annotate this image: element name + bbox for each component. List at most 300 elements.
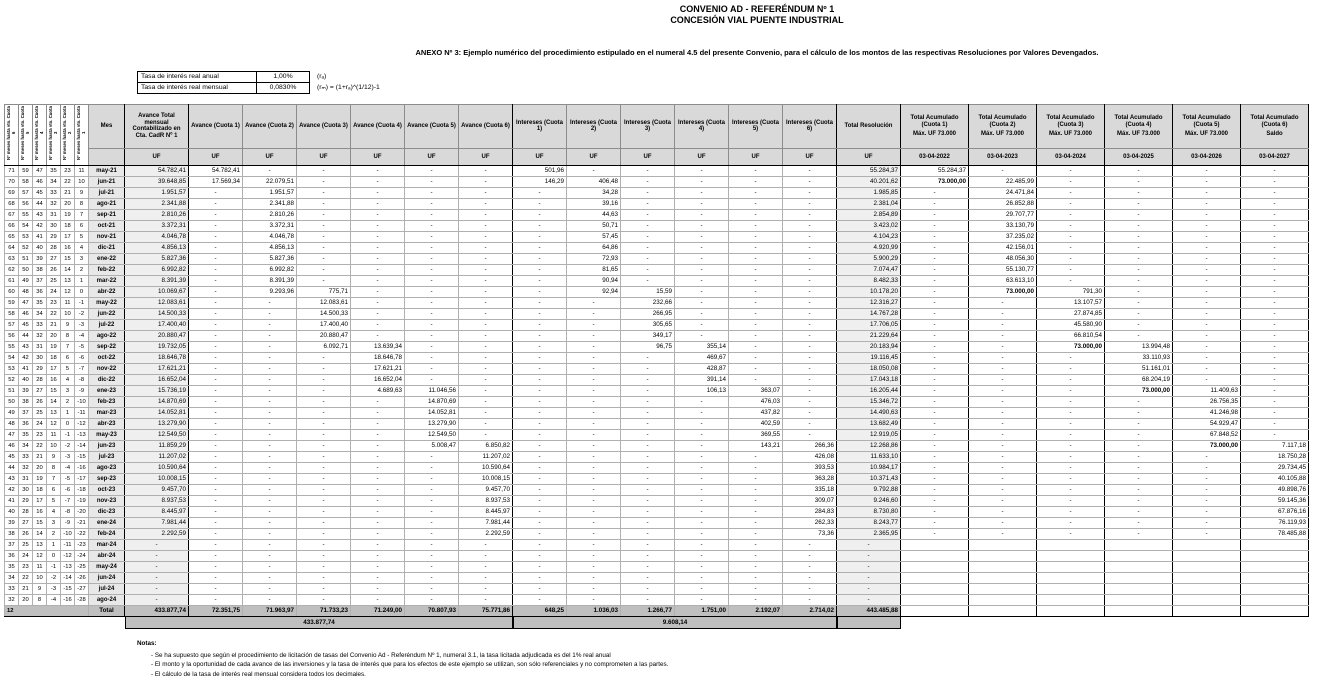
- value-cell: -: [243, 572, 297, 583]
- value-cell: -: [1105, 176, 1173, 187]
- value-cell: -: [621, 539, 675, 550]
- months-to-due-cell: 38: [33, 264, 47, 275]
- value-cell: -: [621, 209, 675, 220]
- value-cell: -: [405, 341, 459, 352]
- months-to-due-cell: 47: [19, 297, 33, 308]
- value-cell: 15,59: [621, 286, 675, 297]
- value-cell: -: [621, 550, 675, 561]
- value-cell: -: [351, 550, 405, 561]
- months-to-due-cell: 20: [19, 594, 33, 605]
- months-to-due-cell: -1: [61, 429, 75, 440]
- total-value-cell: 75.771,86: [459, 605, 513, 616]
- value-cell: 59.145,36: [1241, 495, 1309, 506]
- value-cell: -: [621, 572, 675, 583]
- value-cell: -: [351, 583, 405, 594]
- months-to-due-cell: 41: [33, 231, 47, 242]
- value-cell: [1105, 583, 1173, 594]
- value-cell: -: [459, 374, 513, 385]
- value-cell: -: [783, 231, 837, 242]
- value-cell: -: [901, 407, 969, 418]
- value-cell: -: [621, 385, 675, 396]
- months-to-due-cell: -10: [61, 528, 75, 539]
- value-cell: -: [405, 539, 459, 550]
- value-cell: -: [901, 374, 969, 385]
- months-to-due-cell: 42: [19, 352, 33, 363]
- value-cell: -: [675, 165, 729, 176]
- months-to-due-cell: 20: [61, 198, 75, 209]
- value-cell: [1241, 550, 1309, 561]
- value-cell: -: [351, 264, 405, 275]
- value-cell: -: [243, 451, 297, 462]
- months-to-due-cell: 32: [47, 198, 61, 209]
- months-to-due-cell: 33: [5, 583, 19, 594]
- value-cell: -: [1105, 264, 1173, 275]
- value-cell: 10.069,67: [125, 286, 189, 297]
- value-cell: -: [1037, 440, 1105, 451]
- value-cell: -: [513, 363, 567, 374]
- value-cell: 8.937,53: [125, 495, 189, 506]
- value-cell: 2.854,89: [837, 209, 901, 220]
- value-cell: -: [621, 396, 675, 407]
- value-cell: -: [243, 429, 297, 440]
- months-to-due-cell: 27: [33, 385, 47, 396]
- total-value-cell: 1.036,03: [567, 605, 621, 616]
- value-cell: 369,55: [729, 429, 783, 440]
- col-header-acumulado-6: Total Acumulado (Cuota 6) Saldo: [1241, 104, 1309, 148]
- value-cell: -: [675, 286, 729, 297]
- months-to-due-cell: 21: [47, 319, 61, 330]
- value-cell: [969, 572, 1037, 583]
- months-to-due-cell: 40: [19, 374, 33, 385]
- value-cell: -: [405, 583, 459, 594]
- months-to-due-cell: -18: [75, 484, 89, 495]
- value-cell: -: [1241, 319, 1309, 330]
- months-to-due-cell: 17: [47, 363, 61, 374]
- value-cell: -: [783, 594, 837, 605]
- value-cell: 17.400,40: [297, 319, 351, 330]
- mes-cell: abr-22: [89, 286, 125, 297]
- months-to-due-cell: 55: [19, 209, 33, 220]
- value-cell: -: [783, 341, 837, 352]
- value-cell: 4.920,99: [837, 242, 901, 253]
- table-row-nov-23: [5, 495, 1309, 506]
- value-cell: 12.316,27: [837, 297, 901, 308]
- value-cell: -: [1241, 363, 1309, 374]
- value-cell: 2.341,88: [243, 198, 297, 209]
- value-cell: -: [1105, 484, 1173, 495]
- value-cell: 11.633,10: [837, 451, 901, 462]
- value-cell: -: [189, 517, 243, 528]
- value-cell: -: [1173, 363, 1241, 374]
- total-value-cell: [1173, 605, 1241, 616]
- value-cell: -: [243, 374, 297, 385]
- value-cell: -: [513, 352, 567, 363]
- value-cell: -: [297, 187, 351, 198]
- mes-cell: ene-24: [89, 517, 125, 528]
- value-cell: -: [1241, 198, 1309, 209]
- value-cell: 501,96: [513, 165, 567, 176]
- value-cell: -: [1173, 506, 1241, 517]
- value-cell: -: [297, 495, 351, 506]
- value-cell: 426,08: [783, 451, 837, 462]
- value-cell: -: [1241, 286, 1309, 297]
- value-cell: -: [969, 374, 1037, 385]
- value-cell: 4.856,13: [125, 242, 189, 253]
- value-cell: 13.994,48: [1105, 341, 1173, 352]
- value-cell: -: [243, 561, 297, 572]
- value-cell: -: [405, 550, 459, 561]
- months-to-due-cell: 54: [19, 220, 33, 231]
- uf-row: [5, 148, 1309, 165]
- value-cell: -: [567, 572, 621, 583]
- value-cell: 21.229,64: [837, 330, 901, 341]
- col-header-avance-1: Avance (Cuota 1): [189, 104, 243, 148]
- value-cell: -: [351, 517, 405, 528]
- value-cell: -: [901, 319, 969, 330]
- months-to-due-cell: 11: [47, 429, 61, 440]
- value-cell: -: [901, 231, 969, 242]
- value-cell: -: [567, 517, 621, 528]
- value-cell: -: [297, 550, 351, 561]
- value-cell: -: [1037, 253, 1105, 264]
- value-cell: -: [351, 330, 405, 341]
- value-cell: -: [405, 209, 459, 220]
- value-cell: 6.992,82: [243, 264, 297, 275]
- value-cell: -: [189, 539, 243, 550]
- months-to-due-cell: 35: [33, 297, 47, 308]
- value-cell: -: [351, 594, 405, 605]
- months-to-due-cell: 19: [33, 473, 47, 484]
- value-cell: -: [243, 385, 297, 396]
- mes-cell: abr-24: [89, 550, 125, 561]
- value-cell: -: [459, 297, 513, 308]
- months-to-due-cell: 28: [19, 506, 33, 517]
- value-cell: [1173, 550, 1241, 561]
- months-to-due-cell: 23: [19, 561, 33, 572]
- months-to-due-cell: 41: [5, 495, 19, 506]
- value-cell: -: [513, 528, 567, 539]
- value-cell: [1105, 572, 1173, 583]
- value-cell: 50,71: [567, 220, 621, 231]
- value-cell: 305,65: [621, 319, 675, 330]
- rate-annual-symbol: (rₐ): [317, 72, 327, 80]
- months-to-due-cell: -12: [75, 418, 89, 429]
- value-cell: -: [297, 572, 351, 583]
- value-cell: -: [729, 275, 783, 286]
- months-to-due-cell: 55: [5, 341, 19, 352]
- value-cell: -: [567, 374, 621, 385]
- value-cell: -: [297, 594, 351, 605]
- title-line1: CONVENIO AD - REFERÉNDUM Nº 1: [679, 4, 835, 14]
- mes-cell: jun-22: [89, 308, 125, 319]
- uf-cell: UF: [243, 148, 297, 165]
- months-to-due-cell: -5: [61, 473, 75, 484]
- months-to-due-cell: 46: [19, 308, 33, 319]
- value-cell: -: [459, 176, 513, 187]
- value-cell: -: [189, 209, 243, 220]
- value-cell: -: [729, 330, 783, 341]
- value-cell: -: [729, 583, 783, 594]
- value-cell: -: [969, 528, 1037, 539]
- value-cell: 18.646,78: [125, 352, 189, 363]
- value-cell: -: [567, 385, 621, 396]
- value-cell: -: [901, 209, 969, 220]
- value-cell: -: [783, 165, 837, 176]
- value-cell: -: [1173, 352, 1241, 363]
- value-cell: 4.046,78: [125, 231, 189, 242]
- value-cell: -: [189, 308, 243, 319]
- value-cell: -: [189, 253, 243, 264]
- value-cell: -: [901, 506, 969, 517]
- value-cell: -: [351, 231, 405, 242]
- rotated-header-cuota-2: Nº meses hasta vto. Cuota 2: [61, 104, 75, 165]
- months-to-due-cell: 30: [47, 220, 61, 231]
- value-cell: -: [621, 407, 675, 418]
- value-cell: 13.639,34: [351, 341, 405, 352]
- months-to-due-cell: 15: [33, 517, 47, 528]
- months-to-due-cell: 10: [61, 308, 75, 319]
- value-cell: [969, 583, 1037, 594]
- value-cell: 20.880,47: [297, 330, 351, 341]
- value-cell: -: [351, 396, 405, 407]
- value-cell: -: [1173, 297, 1241, 308]
- value-cell: -: [901, 429, 969, 440]
- value-cell: 10.590,64: [125, 462, 189, 473]
- months-to-due-cell: 29: [33, 363, 47, 374]
- value-cell: -: [969, 385, 1037, 396]
- value-cell: [1037, 550, 1105, 561]
- value-cell: -: [783, 308, 837, 319]
- months-to-due-cell: 11: [33, 561, 47, 572]
- value-cell: -: [621, 506, 675, 517]
- months-to-due-cell: -20: [75, 506, 89, 517]
- value-cell: -: [351, 275, 405, 286]
- mes-cell: nov-23: [89, 495, 125, 506]
- value-cell: 2.810,26: [125, 209, 189, 220]
- months-to-due-cell: 27: [19, 517, 33, 528]
- value-cell: -: [969, 297, 1037, 308]
- value-cell: -: [297, 484, 351, 495]
- months-to-due-cell: 20: [33, 462, 47, 473]
- value-cell: -: [351, 418, 405, 429]
- col-header-acumulado-3: Total Acumulado (Cuota 3) Máx. UF 73.000: [1037, 104, 1105, 148]
- value-cell: -: [243, 297, 297, 308]
- mes-cell: ene-23: [89, 385, 125, 396]
- months-to-due-cell: 7: [61, 341, 75, 352]
- value-cell: -: [189, 495, 243, 506]
- value-cell: -: [1105, 286, 1173, 297]
- months-to-due-cell: 16: [47, 374, 61, 385]
- value-cell: -: [297, 352, 351, 363]
- table-row-ene-22: [5, 253, 1309, 264]
- value-cell: 4.856,13: [243, 242, 297, 253]
- value-cell: -: [513, 330, 567, 341]
- months-to-due-cell: 24: [47, 286, 61, 297]
- value-cell: -: [243, 484, 297, 495]
- months-to-due-cell: 30: [33, 352, 47, 363]
- value-cell: -: [969, 396, 1037, 407]
- value-cell: 73.000,00: [901, 176, 969, 187]
- table-row-jun-24: [5, 572, 1309, 583]
- months-to-due-cell: 21: [61, 187, 75, 198]
- value-cell: 44,63: [567, 209, 621, 220]
- value-cell: -: [297, 198, 351, 209]
- value-cell: -: [243, 308, 297, 319]
- table-row-sep-22: [5, 341, 1309, 352]
- value-cell: -: [837, 539, 901, 550]
- value-cell: -: [243, 550, 297, 561]
- value-cell: -: [783, 407, 837, 418]
- total-value-cell: 433.877,74: [125, 605, 189, 616]
- value-cell: 19.116,45: [837, 352, 901, 363]
- rate-monthly-value: 0,0830%: [257, 82, 310, 93]
- months-to-due-cell: 13: [61, 275, 75, 286]
- value-cell: 13.682,49: [837, 418, 901, 429]
- value-cell: -: [351, 319, 405, 330]
- value-cell: -: [405, 528, 459, 539]
- value-cell: [1173, 561, 1241, 572]
- months-to-due-cell: -4: [75, 330, 89, 341]
- value-cell: -: [513, 286, 567, 297]
- value-cell: -: [1241, 396, 1309, 407]
- value-cell: -: [969, 308, 1037, 319]
- value-cell: -: [901, 528, 969, 539]
- value-cell: 11.859,29: [125, 440, 189, 451]
- value-cell: 22.079,51: [243, 176, 297, 187]
- value-cell: -: [729, 462, 783, 473]
- months-to-due-cell: 3: [61, 385, 75, 396]
- value-cell: -: [729, 561, 783, 572]
- months-to-due-cell: 3: [47, 517, 61, 528]
- table-row-abr-23: [5, 418, 1309, 429]
- value-cell: -: [125, 594, 189, 605]
- value-cell: 29.707,77: [969, 209, 1037, 220]
- months-to-due-cell: 3: [75, 253, 89, 264]
- value-cell: [1105, 539, 1173, 550]
- acum-date-6: 03-04-2027: [1241, 148, 1309, 165]
- months-to-due-cell: 21: [19, 583, 33, 594]
- value-cell: 11.409,63: [1173, 385, 1241, 396]
- months-to-due-cell: 36: [19, 418, 33, 429]
- value-cell: -: [459, 594, 513, 605]
- value-cell: -: [243, 506, 297, 517]
- value-cell: -: [459, 418, 513, 429]
- value-cell: -: [243, 440, 297, 451]
- months-to-due-cell: 43: [19, 341, 33, 352]
- months-to-due-cell: -26: [75, 572, 89, 583]
- value-cell: -: [1037, 528, 1105, 539]
- months-to-due-cell: 58: [19, 176, 33, 187]
- value-cell: -: [621, 451, 675, 462]
- value-cell: 9.246,60: [837, 495, 901, 506]
- value-cell: -: [621, 253, 675, 264]
- value-cell: -: [675, 396, 729, 407]
- value-cell: 17.706,05: [837, 319, 901, 330]
- col-header-avance-5: Avance (Cuota 5): [405, 104, 459, 148]
- value-cell: -: [729, 198, 783, 209]
- value-cell: 17.043,18: [837, 374, 901, 385]
- value-cell: -: [351, 572, 405, 583]
- months-to-due-cell: 54: [5, 352, 19, 363]
- value-cell: -: [351, 187, 405, 198]
- value-cell: -: [567, 539, 621, 550]
- value-cell: 13.279,90: [405, 418, 459, 429]
- value-cell: -: [297, 506, 351, 517]
- value-cell: 9.457,70: [459, 484, 513, 495]
- uf-cell: UF: [297, 148, 351, 165]
- value-cell: -: [513, 550, 567, 561]
- value-cell: -: [901, 484, 969, 495]
- months-to-due-cell: 57: [19, 187, 33, 198]
- months-to-due-cell: 31: [19, 473, 33, 484]
- value-cell: -: [567, 484, 621, 495]
- months-to-due-cell: 34: [33, 308, 47, 319]
- value-cell: -: [1173, 176, 1241, 187]
- months-to-due-cell: 6: [61, 352, 75, 363]
- value-cell: -: [1173, 220, 1241, 231]
- value-cell: -: [513, 242, 567, 253]
- value-cell: -: [405, 330, 459, 341]
- value-cell: -: [1105, 462, 1173, 473]
- months-to-due-cell: 0: [47, 550, 61, 561]
- value-cell: 437,82: [729, 407, 783, 418]
- value-cell: -: [783, 352, 837, 363]
- note-item-3: - El cálculo de la tasa de interés real mensual considera todos los decimales.: [137, 670, 1342, 680]
- value-cell: -: [1037, 429, 1105, 440]
- table-row-feb-22: [5, 264, 1309, 275]
- uf-cell: UF: [621, 148, 675, 165]
- value-cell: -: [567, 319, 621, 330]
- value-cell: -: [783, 286, 837, 297]
- value-cell: -: [297, 517, 351, 528]
- value-cell: -: [351, 209, 405, 220]
- value-cell: -: [297, 561, 351, 572]
- value-cell: -: [513, 231, 567, 242]
- months-to-due-cell: 53: [5, 363, 19, 374]
- value-cell: -: [621, 165, 675, 176]
- value-cell: -: [1037, 396, 1105, 407]
- value-cell: 262,33: [783, 517, 837, 528]
- months-to-due-cell: 14: [61, 264, 75, 275]
- mes-cell: ago-23: [89, 462, 125, 473]
- value-cell: -: [783, 374, 837, 385]
- value-cell: -: [189, 583, 243, 594]
- value-cell: -: [513, 220, 567, 231]
- value-cell: -: [1241, 297, 1309, 308]
- months-to-due-cell: 13: [47, 407, 61, 418]
- value-cell: 96,75: [621, 341, 675, 352]
- value-cell: -: [243, 462, 297, 473]
- value-cell: -: [621, 473, 675, 484]
- value-cell: 10.371,43: [837, 473, 901, 484]
- value-cell: [1173, 583, 1241, 594]
- months-to-due-cell: 34: [5, 572, 19, 583]
- value-cell: -: [1105, 242, 1173, 253]
- months-to-due-cell: 8: [75, 198, 89, 209]
- value-cell: -: [405, 165, 459, 176]
- value-cell: -: [1037, 506, 1105, 517]
- uf-cell: UF: [351, 148, 405, 165]
- mes-cell: feb-22: [89, 264, 125, 275]
- value-cell: -: [459, 429, 513, 440]
- value-cell: -: [459, 539, 513, 550]
- months-to-due-cell: -16: [75, 462, 89, 473]
- value-cell: 17.621,21: [125, 363, 189, 374]
- value-cell: -: [675, 264, 729, 275]
- value-cell: [969, 594, 1037, 605]
- value-cell: -: [459, 165, 513, 176]
- value-cell: -: [1173, 495, 1241, 506]
